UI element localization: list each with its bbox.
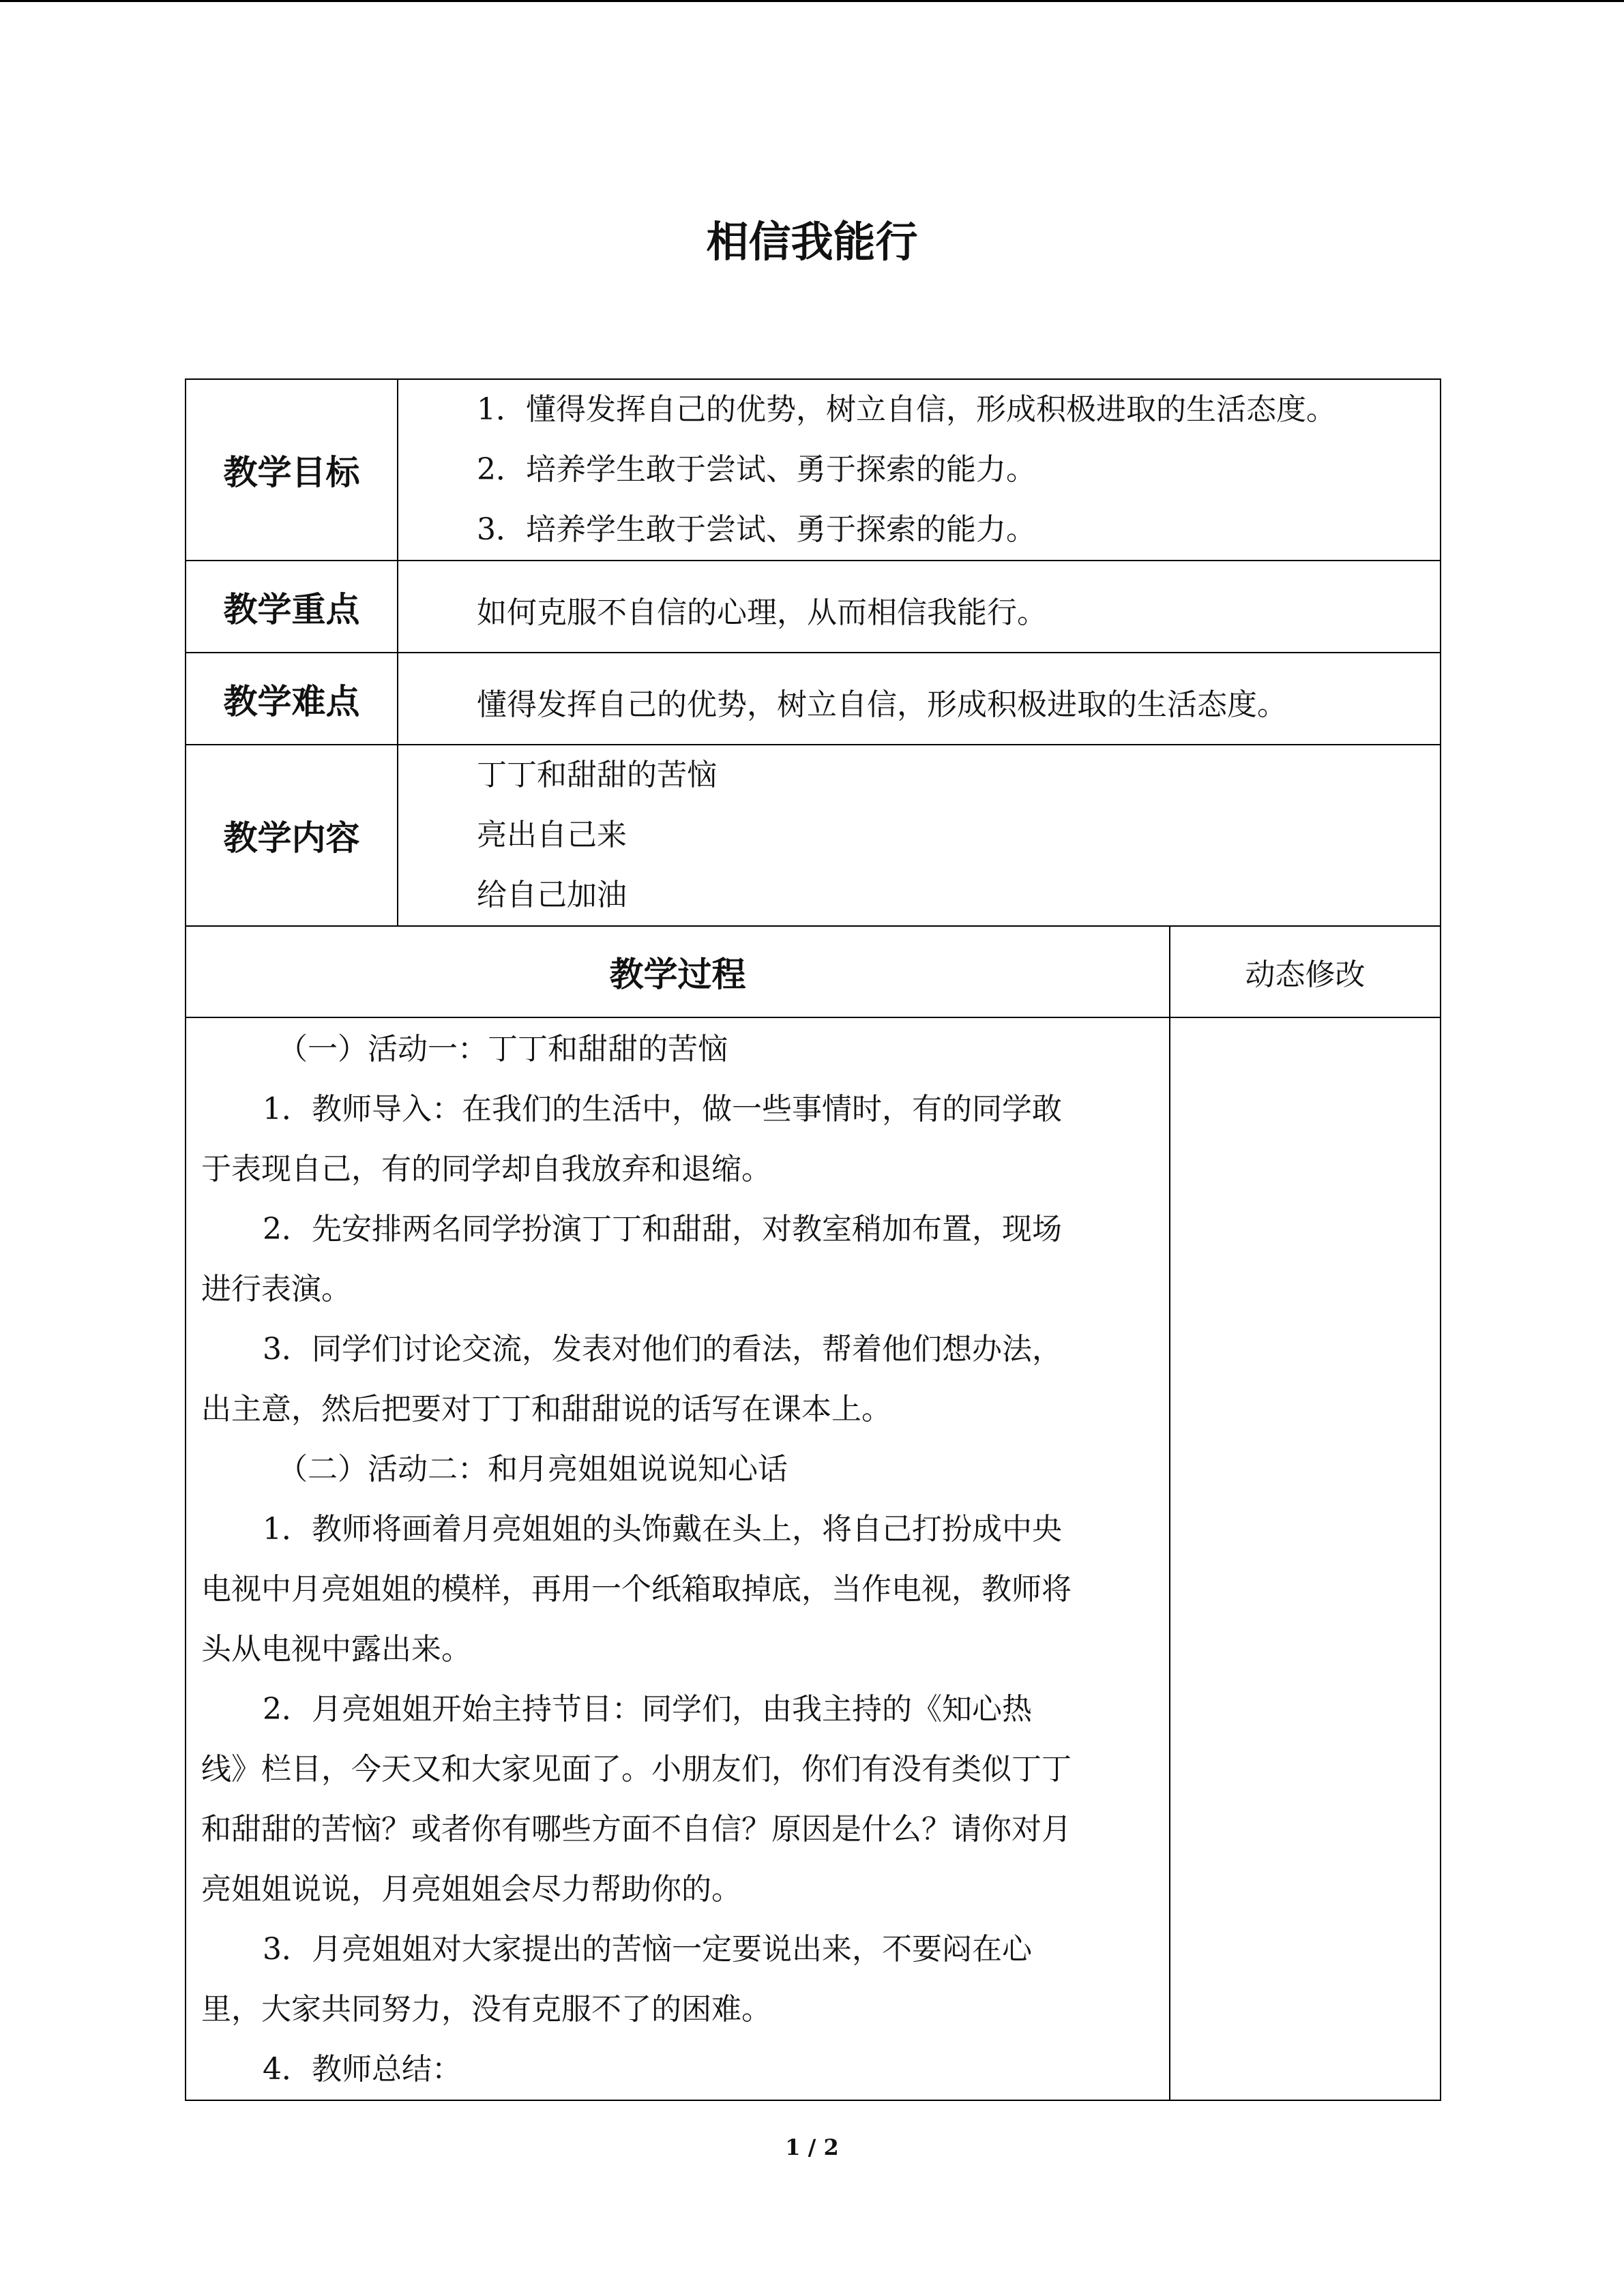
process-line: 亮姐姐说说，月亮姐姐会尽力帮助你的。 — [201, 1872, 741, 1907]
content-line-2: 亮出自己来 — [477, 818, 627, 852]
top-border — [0, 0, 1624, 2]
process-line: 3．同学们讨论交流，发表对他们的看法，帮着他们想办法， — [263, 1332, 1062, 1367]
label-key-points: 教学重点 — [186, 561, 398, 653]
dynamic-revision-cell — [1170, 1017, 1441, 2100]
process-line: 3．月亮姐姐对大家提出的苦恼一定要说出来，不要闷在心 — [263, 1932, 1032, 1967]
difficult-point-line: 懂得发挥自己的优势，树立自信，形成积极进取的生活态度。 — [477, 687, 1287, 722]
process-line: 1．教师导入：在我们的生活中，做一些事情时，有的同学敢 — [263, 1092, 1062, 1127]
process-body — [186, 1017, 1170, 2100]
row-key-points — [186, 561, 1441, 653]
row-teaching-content — [186, 745, 1441, 926]
process-header: 教学过程 — [186, 926, 1170, 1017]
process-line: 电视中月亮姐姐的模样，再用一个纸箱取掉底，当作电视，教师将 — [201, 1572, 1072, 1607]
content-line-3: 给自己加油 — [477, 878, 627, 912]
process-line: 线》栏目，今天又和大家见面了。小朋友们，你们有没有类似丁丁 — [201, 1752, 1072, 1787]
label-teaching-goals: 教学目标 — [186, 379, 398, 561]
process-line: 头从电视中露出来。 — [201, 1632, 471, 1667]
content-key-points — [398, 561, 1441, 653]
row-teaching-goals — [186, 379, 1441, 561]
lesson-plan-table — [185, 378, 1441, 2101]
row-difficult-points — [186, 653, 1441, 745]
label-difficult-points: 教学难点 — [186, 653, 398, 745]
process-line: 1．教师将画着月亮姐姐的头饰戴在头上，将自己打扮成中央 — [263, 1512, 1062, 1547]
process-line: 里，大家共同努力，没有克服不了的困难。 — [201, 1992, 771, 2027]
row-process-body — [186, 1017, 1441, 2100]
goal-line-1: 1．懂得发挥自己的优势，树立自信，形成积极进取的生活态度。 — [477, 392, 1336, 427]
content-line-1: 丁丁和甜甜的苦恼 — [477, 758, 717, 792]
process-line: 2．先安排两名同学扮演丁丁和甜甜，对教室稍加布置，现场 — [263, 1212, 1062, 1247]
page-title: 相信我能行 — [706, 217, 918, 267]
content-difficult-points — [398, 653, 1441, 745]
process-line: 出主意，然后把要对丁丁和甜甜说的话写在课本上。 — [201, 1392, 891, 1427]
goal-line-3: 3．培养学生敢于尝试、勇于探索的能力。 — [477, 512, 1036, 547]
content-teaching-content — [398, 745, 1441, 926]
process-line: 于表现自己，有的同学却自我放弃和退缩。 — [201, 1152, 771, 1187]
process-line: 进行表演。 — [201, 1272, 351, 1307]
goal-line-2: 2．培养学生敢于尝试、勇于探索的能力。 — [477, 452, 1036, 487]
process-line: （二）活动二：和月亮姐姐说说知心话 — [278, 1452, 788, 1487]
content-teaching-goals — [398, 379, 1441, 561]
row-process-header — [186, 926, 1441, 1017]
dynamic-revision-header: 动态修改 — [1170, 926, 1441, 1017]
process-line: 4．教师总结： — [263, 2052, 462, 2087]
process-line: （一）活动一：丁丁和甜甜的苦恼 — [278, 1032, 728, 1067]
label-teaching-content: 教学内容 — [186, 745, 398, 926]
process-line: 2．月亮姐姐开始主持节目：同学们，由我主持的《知心热 — [263, 1692, 1032, 1727]
page-number: 1 / 2 — [785, 2134, 839, 2160]
process-line: 和甜甜的苦恼？或者你有哪些方面不自信？原因是什么？请你对月 — [201, 1812, 1072, 1847]
key-point-line: 如何克服不自信的心理，从而相信我能行。 — [477, 595, 1047, 630]
